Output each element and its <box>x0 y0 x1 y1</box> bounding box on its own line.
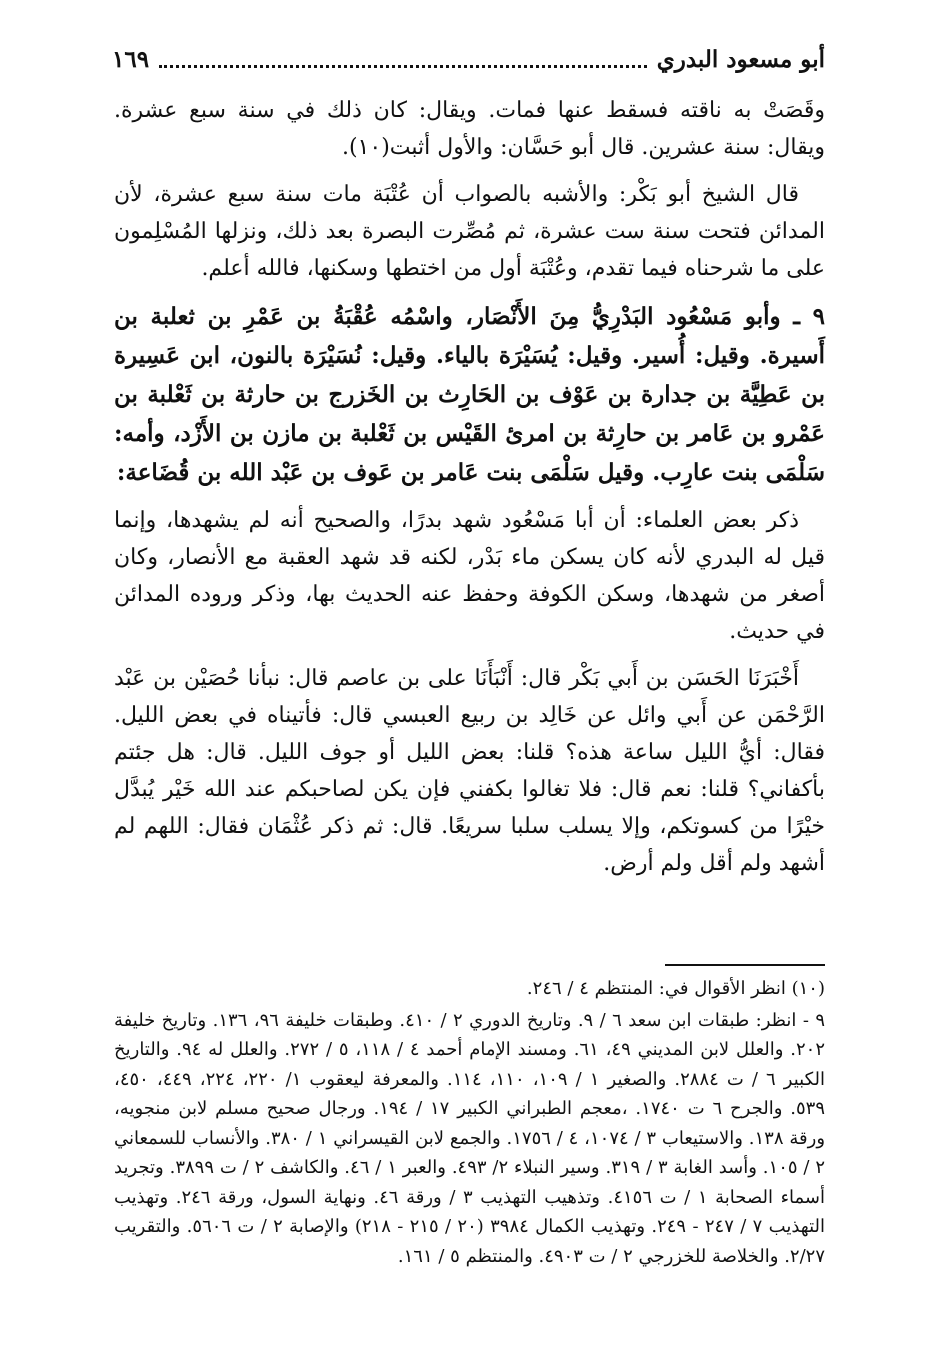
footnote <box>114 1006 825 1272</box>
footnote-separator <box>665 964 825 966</box>
page-number: ١٦٩ <box>112 45 150 73</box>
header-dot-leader <box>159 51 647 68</box>
biography-entry-heading: ٩ ـ وأبو مَسْعُود البَدْرِيُّ مِنَ الأَنْصَار، واسْمُه عُقْبَةُ بن عَمْرِ بن ثعلبة بن أَسيرة. وقيل: أُسير. وقيل: يُسَيْرَة بالياء. وقيل: نُسَيْرَة بالنون، ابن عَسِيرة بن عَطِيَّة بن جدارة بن عَوْف بن الحَارِث بن الخَزرج بن حارثة بن ثَعْلبة بن عَمْرو بن عَامر بن حارِثة بن امرئ القَيْس بن ثَعْلبة بن مازن بن الأَزْد، وأمه: سَلْمَى بنت عارِب. وقيل سَلْمَى بنت عَامر بن عَوف بن عَبْد الله بن قُضَاعة: <box>114 303 825 486</box>
paragraph: وقَصَتْ به ناقته فسقط عنها فمات. ويقال: كان ذلك في سنة سبع عشرة. ويقال: سنة عشرين. قال أبو حَسَّان: والأول أثبت(١٠). <box>114 98 825 160</box>
footnote-marker: ٩ - <box>802 1009 825 1031</box>
running-header <box>112 42 825 76</box>
paragraph: ذكر بعض العلماء: أن أبا مَسْعُود شهد بدرًا، والصحيح أنه لم يشهدها، وإنما قيل له البدري لأنه كان يسكن ماء بَدْر، لكنه قد شهد العقبة مع الأنصار، وكان أصغر من شهدها، وسكن الكوفة وحفظ عنه الحديث بها، وذكر وروده المدائن في حديث. <box>114 508 825 644</box>
paragraph: أَخْبَرَنَا الحَسَن بن أَبي بَكْر قال: أَنْبَأَنَا على بن عاصم قال: نبأنا حُصَيْن بن عَبْد الرَّحْمَن عن أَبي وائل عن خَالِد بن ربيع العبسي قال: فأتيناه في بعض الليل. فقال: أيُّ الليل ساعة هذه؟ قلنا: بعض الليل أو جوف الليل. قال: هل جئتم بأكفاني؟ قلنا: نعم قال: فلا تغالوا بكفني فإن يكن لصاحبكم عند الله خَيْر يُبدَّل خيْرًا من كسوتكم، وإلا يسلب سلبا سريعًا. قال: ثم ذكر عُثْمَان فقال: اللهم لم أشهد ولم أقل ولم أرض. <box>114 666 825 876</box>
footnote <box>114 974 825 1004</box>
footnote-text: انظر: طبقات ابن سعد ٦ / ٩. وتاريخ الدوري ٢ / ٤١٠. وطبقات خليفة ٩٦، ١٣٦. وتاريخ خليفة ٢٠٢. والعلل لابن المديني ٤٩، ٦١. ومسند الإمام أحمد ٤ / ١١٨، ٥ / ٢٧٢. والعلل له ٩٤. والتاريخ الكبير ٦ / ت ٢٨٨٤. والصغير ١ / ١٠٩، ١١٠، ١١٤. والمعرفة ليعقوب ١/ ٢٢٠، ٢٢٤، ٤٤٩، ٤٥٠، ٥٣٩. والجرح ٦ ت ١٧٤٠. ،معجم الطبراني الكبير ١٧ / ١٩٤. ورجال صحيح مسلم لابن منجويه، ورقة ١٣٨. والاستيعاب ٣ / ١٠٧٤، ٤ / ١٧٥٦. والجمع لابن القيسراني ١ / ٣٨٠. والأنساب للسمعاني ٢ / ١٠٥. وأسد الغابة ٣ / ٣١٩. وسير النبلاء ٢/ ٤٩٣. والعبر ١ / ٤٦. والكاشف ٢ / ت ٣٨٩٩. وتجريد أسماء الصحابة ١ / ت ٤١٥٦. وتذهيب التهذيب ٣ / ورقة ٤٦. ونهاية السول، ورقة ٢٤٦. وتهذيب التهذيب ٧ / ٢٤٧ - ٢٤٩. وتهذيب الكمال ٣٩٨٤ (٢٠ / ٢١٥ - ٢١٨) والإصابة ٢ / ت ٥٦٠٦. والتقريب ٢/٢٧. والخلاصة للخزرجي ٢ / ت ٤٩٠٣. والمنتظم ٥ / ١٦١. <box>114 1009 826 1267</box>
footnotes <box>114 974 825 1273</box>
header-title: أبو مسعود البدري <box>656 45 825 73</box>
footnote-text: (١٠) انظر الأقوال في: المنتظم ٤ / ٢٤٦. <box>526 978 825 999</box>
main-text <box>114 92 825 892</box>
paragraph: قال الشيخ أبو بَكْر: والأشبه بالصواب أن عُتْبَة مات سنة سبع عشرة، لأن المدائن فتحت سنة ست عشرة، ثم مُصِّرت البصرة بعد ذلك، ونزلها المُسْلِمون على ما شرحناه فيما تقدم، وعُتْبَة أول من اختطها وسكنها، فالله أعلم. <box>114 182 825 281</box>
